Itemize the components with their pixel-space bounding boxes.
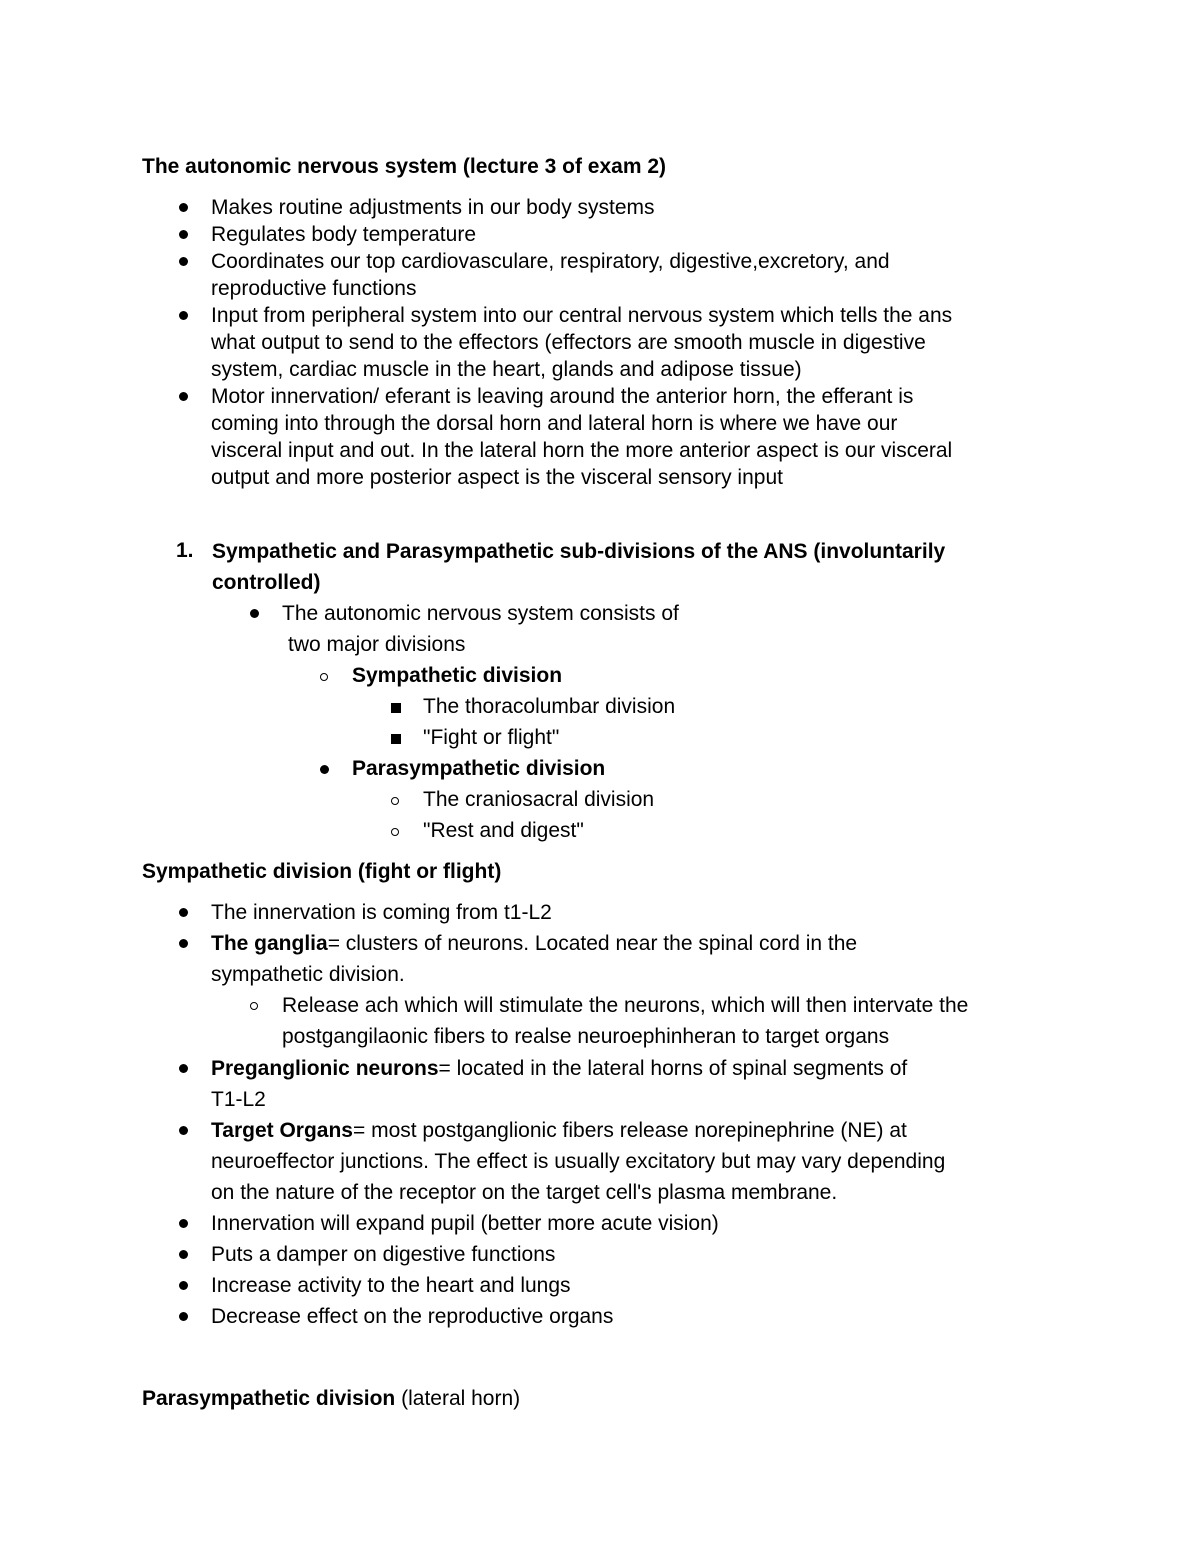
bullet-icon [179,257,188,266]
bullet-icon [179,908,188,917]
list-item: "Rest and digest" [423,819,584,842]
section-heading [142,1385,520,1412]
list-item: Innervation will expand pupil (better more acute vision) [211,1212,719,1235]
bullet-icon [179,1064,188,1073]
bullet-square-icon [391,734,401,744]
list-item: The innervation is coming from t1-L2 [211,901,552,924]
bullet-icon [179,311,188,320]
bullet-icon [179,1126,188,1135]
bullet-icon [250,609,259,618]
term-preganglionic: Preganglionic neurons [211,1057,439,1080]
list-item-continuation: reproductive functions [211,277,417,300]
list-item-continuation: sympathetic division. [211,963,405,986]
list-item: Decrease effect on the reproductive organs [211,1305,614,1328]
bullet-circle-icon [391,797,399,805]
bullet-circle-icon [391,828,399,836]
list-item: The craniosacral division [423,788,655,811]
bullet-icon [179,939,188,948]
section-heading: Sympathetic division (fight or flight) [142,860,502,883]
list-item [211,1117,907,1144]
document-title: The autonomic nervous system (lecture 3 of exam 2) [142,155,666,178]
parasympathetic-heading-bold: Parasympathetic division [142,1387,396,1410]
list-item: Puts a damper on digestive functions [211,1243,556,1266]
parasympathetic-division-label: Parasympathetic division [352,757,606,780]
list-item [211,930,857,957]
section-heading: Sympathetic and Parasympathetic sub-divisions of the ANS (involuntarily [212,540,946,563]
bullet-icon [179,1312,188,1321]
list-item: Regulates body temperature [211,223,476,246]
list-item: The autonomic nervous system consists of [282,602,679,625]
term-ganglia: The ganglia [211,932,328,955]
bullet-icon [179,203,188,212]
list-item: The thoracolumbar division [423,695,676,718]
list-item-continuation: output and more posterior aspect is the visceral sensory input [211,466,783,489]
list-item: Input from peripheral system into our central nervous system which tells the ans [211,304,953,327]
list-item-continuation: on the nature of the receptor on the target cell's plasma membrane. [211,1181,838,1204]
sympathetic-division-label: Sympathetic division [352,664,563,687]
list-item: "Fight or flight" [423,726,560,749]
list-item: Release ach which will stimulate the neurons, which will then intervate the [282,994,969,1017]
bullet-icon [179,1281,188,1290]
section-heading-continuation: controlled) [212,571,321,594]
bullet-icon [179,1219,188,1228]
bullet-circle-icon [250,1002,258,1010]
list-item-continuation: two major divisions [288,633,466,656]
list-item-continuation: T1-L2 [211,1088,266,1111]
list-item: Increase activity to the heart and lungs [211,1274,571,1297]
parasympathetic-heading-suffix: (lateral horn) [395,1387,521,1410]
term-target-organs: Target Organs [211,1119,353,1142]
list-item-continuation: visceral input and out. In the lateral horn the more anterior aspect is our visceral [211,439,953,462]
list-item-continuation: neuroeffector junctions. The effect is usually excitatory but may vary depending [211,1150,946,1173]
definition-target-organs: = most postganglionic fibers release norepinephrine (NE) at [352,1119,907,1142]
bullet-icon [179,392,188,401]
bullet-icon [320,765,329,774]
bullet-circle-icon [320,673,328,681]
bullet-icon [179,1250,188,1259]
definition-ganglia: = clusters of neurons. Located near the spinal cord in the [327,932,858,955]
bullet-square-icon [391,703,401,713]
section-number: 1. [176,539,194,562]
list-item-continuation: coming into through the dorsal horn and lateral horn is where we have our [211,412,898,435]
list-item: Makes routine adjustments in our body systems [211,196,655,219]
definition-preganglionic: = located in the lateral horns of spinal segments of [438,1057,908,1080]
list-item: Motor innervation/ eferant is leaving around the anterior horn, the efferant is [211,385,914,408]
bullet-icon [179,230,188,239]
list-item-continuation: what output to send to the effectors (effectors are smooth muscle in digestive [211,331,926,354]
list-item-continuation: postgangilaonic fibers to realse neuroephinheran to target organs [282,1025,890,1048]
list-item-continuation: system, cardiac muscle in the heart, glands and adipose tissue) [211,358,802,381]
list-item [211,1055,907,1082]
list-item: Coordinates our top cardiovasculare, respiratory, digestive,excretory, and [211,250,890,273]
